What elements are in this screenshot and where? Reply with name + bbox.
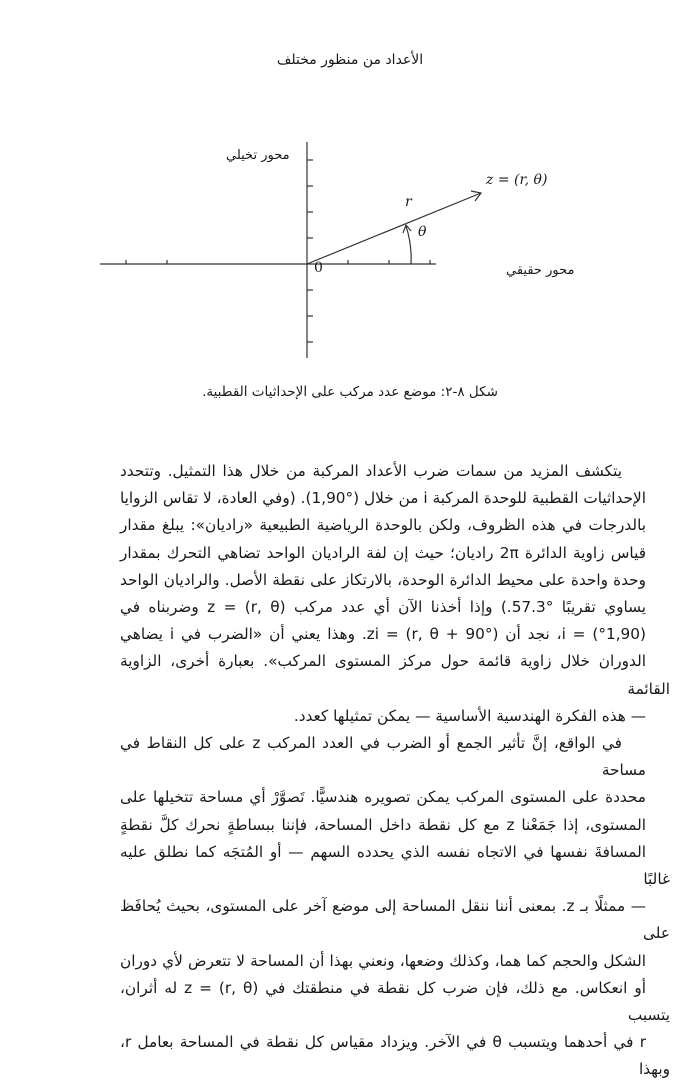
text-line: قياس زاوية الدائرة 2π راديان؛ حيث إن لفة الراديان الواحد تضاهي التحرك بمقدار <box>120 543 647 562</box>
angle-label: θ <box>418 224 427 240</box>
body-text <box>120 458 670 1084</box>
origin-label: 0 <box>314 260 323 276</box>
text-line: يساوي تقريبًا °57.3.) وإذا أخذنا الآن أي عدد مركب (r, θ) = z وضربناه في <box>120 598 647 617</box>
point-label: z = (r, θ) <box>486 172 548 188</box>
vector-z <box>307 193 481 264</box>
text-line: — ممثلًا بـ z. بمعنى أننا ننقل المساحة إلى موضع آخر على المستوى، بحيث يُحافَظ على <box>120 897 670 943</box>
complex-plane-diagram <box>100 130 600 370</box>
text-line: في الواقع، إنَّ تأثير الجمع أو الضرب في العدد المركب z على كل النقاط في مساحة <box>120 734 646 780</box>
imaginary-axis-label: محور تخيلي <box>226 148 290 163</box>
angle-arc <box>406 226 411 264</box>
paragraph-1 <box>120 458 670 730</box>
text-line: يتكشف المزيد من سمات ضرب الأعداد المركبة من خلال هذا التمثيل. وتتحدد <box>120 462 622 480</box>
text-line: أو انعكاس. مع ذلك، فإن ضرب كل نقطة في منطقتك في (r, θ) = z له أثران، يتسبب <box>120 978 670 1025</box>
text-line: المسافةَ نفسها في الاتجاه نفسه الذي يحدده السهم — أو المُتجَه كما نطلق عليه غالبًا <box>120 842 670 889</box>
radius-label: r <box>405 194 412 210</box>
text-line: الشكل والحجم كما هما، وكذلك وضعها، ونعني بهذا أن المساحة لا تتعرض لأي دوران <box>120 951 646 970</box>
text-line: المستوى، إذا جَمَعْنا z مع كل نقطة داخل المساحة، فإننا ببساطةٍ نحرك كلَّ نقطةٍ <box>120 815 647 834</box>
paragraph-2 <box>120 730 670 1084</box>
running-head: الأعداد من منظور مختلف <box>276 52 424 68</box>
text-line: وحدة واحدة على محيط الدائرة الوحدة، بالارتكاز على نقطة الأصل. والراديان الواحد <box>120 570 646 589</box>
text-line: بالدرجات في هذه الظروف، ولكن بالوحدة الرياضية الطبيعية «راديان»: يبلغ مقدار <box>120 516 646 535</box>
polar-coordinates-figure <box>100 130 600 370</box>
text-line: (°1,90) = i، نجد أن (°r, θ + 90) = zi. وهذا يعني أن «الضرب في i يضاهي <box>120 625 646 644</box>
text-line: الدوران خلال زاوية قائمة حول مركز المستوى المركب». بعبارة أخرى، الزاوية القائمة <box>120 652 670 698</box>
text-line: الإحداثيات القطبية للوحدة المركبة i من خلال (°1,90). (وفي العادة، لا تقاس الزوايا <box>120 489 646 508</box>
figure-caption: شكل ٨-٢: موضع عدد مركب على الإحداثيات القطبية. <box>202 384 498 400</box>
real-axis-label: محور حقيقي <box>506 263 575 278</box>
text-line: r في أحدهما ويتسبب θ في الآخر. ويزداد مقياس كل نقطة في المساحة بعامل r، وبهذا <box>120 1033 670 1079</box>
text-line: — هذه الفكرة الهندسية الأساسية — يمكن تمثيلها كعدد. <box>293 706 646 725</box>
text-line: محددة على المستوى المركب يمكن تصويره هندسيًّا. تَصوَّرْ أي مساحة تتخيلها على <box>120 788 646 807</box>
